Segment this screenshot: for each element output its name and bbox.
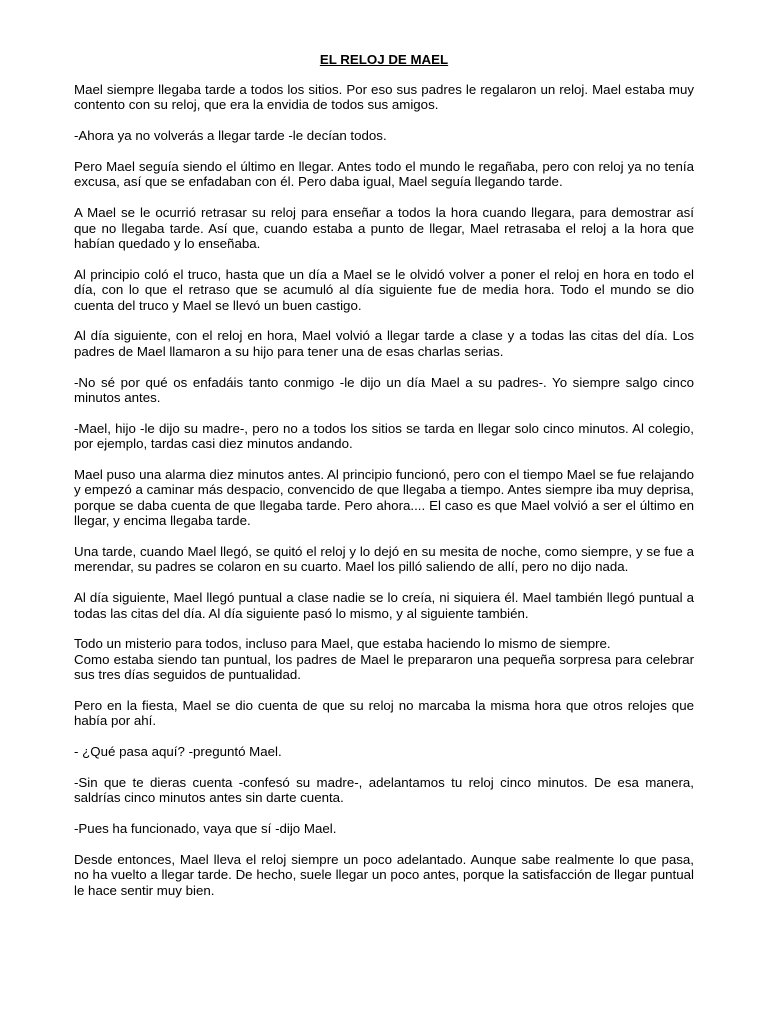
paragraph: -Sin que te dieras cuenta -confesó su madre-, adelantamos tu reloj cinco minutos. De esa manera, saldrías cinco minutos antes sin darte cuenta. [74,775,694,806]
document-title: EL RELOJ DE MAEL [319,52,449,67]
paragraph: Como estaba siendo tan puntual, los padres de Mael le prepararon una pequeña sorpresa para celebrar sus tres días seguidos de puntualidad. [74,651,694,683]
paragraph: -Pues ha funcionado, vaya que sí -dijo Mael. [74,821,337,837]
paragraph: -No sé por qué os enfadáis tanto conmigo -le dijo un día Mael a su padres-. Yo siempre salgo cinco minutos antes. [74,374,694,406]
paragraph: Al principio coló el truco, hasta que un día a Mael se le olvidó volver a poner el reloj en hora en todo el día, con lo que el retraso que se acumuló al día siguiente fue de media hora. Todo el mundo se dio cuenta del truco y Mael se llevó un buen castigo. [74,266,694,313]
paragraph: -Mael, hijo -le dijo su madre-, pero no a todos los sitios se tarda en llegar solo cinco minutos. Al colegio, por ejemplo, tardas casi diez minutos andando. [74,420,694,452]
paragraph: A Mael se le ocurrió retrasar su reloj para enseñar a todos la hora cuando llegara, para demostrar así que no llegaba tarde. Así que, cuando estaba a punto de llegar, Mael retrasaba el reloj a la hora que habían quedado y lo enseñaba. [74,205,694,252]
paragraph: Una tarde, cuando Mael llegó, se quitó el reloj y lo dejó en su mesita de noche, como siempre, y se fue a merendar, su padres se colaron en su cuarto. Mael los pilló saliendo de allí, pero no dijo nada. [74,544,694,575]
document-page [74,52,694,914]
paragraph: Pero Mael seguía siendo el último en llegar. Antes todo el mundo le regañaba, pero con reloj ya no tenía excusa, así que se enfadaban con él. Pero daba igual, Mael seguía llegando tarde. [74,159,694,190]
paragraph: Al día siguiente, Mael llegó puntual a clase nadie se lo creía, ni siquiera él. Mael también llegó puntual a todas las citas del día. Al día siguiente pasó lo mismo, y al siguiente también. [74,590,694,621]
paragraph: Al día siguiente, con el reloj en hora, Mael volvió a llegar tarde a clase y a todas las citas del día. Los padres de Mael llamaron a su hijo para tener una de esas charlas serias. [74,328,694,359]
paragraph: Mael siempre llegaba tarde a todos los sitios. Por eso sus padres le regalaron un reloj. Mael estaba muy contento con su reloj, que era la envidia de todos sus amigos. [74,82,694,113]
paragraph: Mael puso una alarma diez minutos antes. Al principio funcionó, pero con el tiempo Mael se fue relajando y empezó a caminar más despacio, convencido de que llegaba a tiempo. Antes siempre iba muy deprisa, porque se daba cuenta de que llegaba tarde. Pero ahora.... El caso es que Mael volvió a ser el último en llegar, y encima llegaba tarde. [74,467,694,529]
paragraph: - ¿Qué pasa aquí? -preguntó Mael. [74,744,282,760]
paragraph: Desde entonces, Mael lleva el reloj siempre un poco adelantado. Aunque sabe realmente lo que pasa, no ha vuelto a llegar tarde. De hecho, suele llegar un poco antes, porque la satisfacción de llegar puntual le hace sentir muy bien. [74,852,694,898]
paragraph: Pero en la fiesta, Mael se dio cuenta de que su reloj no marcaba la misma hora que otros relojes que había por ahí. [74,698,694,729]
paragraph: -Ahora ya no volverás a llegar tarde -le decían todos. [74,128,387,144]
paragraph: Todo un misterio para todos, incluso para Mael, que estaba haciendo lo mismo de siempre. [74,636,611,652]
